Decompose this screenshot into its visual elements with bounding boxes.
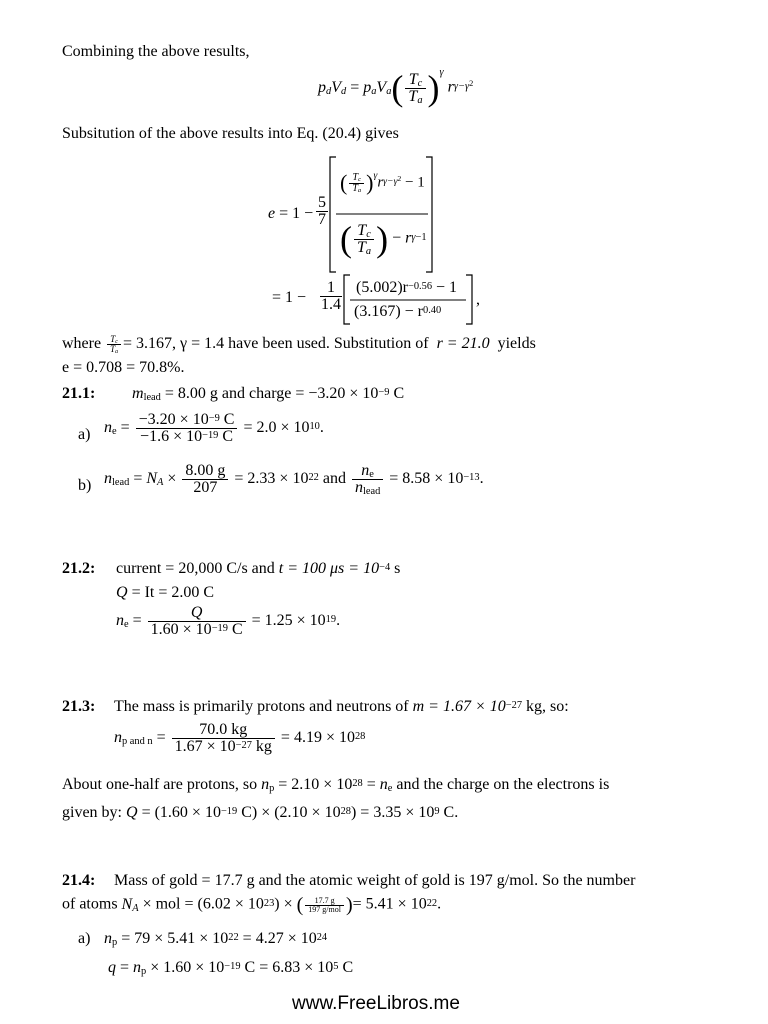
- problem-21-1-a-label: a): [78, 426, 91, 443]
- where-line: where $\frac{T_c}{T_a}$ = 3.167, γ = 1.4 have been used. Substitution of r = 21.0 yields: [62, 334, 536, 356]
- eq-e-prefix: e = 1 −: [268, 205, 314, 222]
- equation-pdvd: $p_dV_d = p_aV_a$( $\frac{T_c}{T_a}$ )$^\gamma$ $r^{\gamma-\gamma^2}$: [318, 67, 474, 108]
- eq-step2-numerator: $(5.002)r^{-0.56} - 1$: [356, 279, 458, 296]
- problem-21-3-half: About one-half are protons, so $n_p = 2.10 \times 10^{28} = n_e$ and the charge on the electrons is: [62, 776, 610, 795]
- combining-text: Combining the above results,: [62, 43, 250, 60]
- eq-inner-denominator: ( $\frac{T_c}{T_a}$ ) − $r^{\gamma-1}$: [340, 219, 427, 259]
- problem-21-2-given: current = 20,000 C/s and t = 100 $\mu s = 10^{-4}$ s: [116, 560, 401, 577]
- problem-label-21-2: 21.2:: [62, 560, 96, 577]
- eq-step2-coeff: 1 1.4: [321, 279, 341, 313]
- problem-21-3-charge: given by: $Q = (1.60 \times 10^{-19}$ $C) \times (2.10 \times 10^{28}) = 3.35 \times 10^9$ C.: [62, 804, 459, 821]
- eq-step2-comma: ,: [476, 291, 480, 308]
- problem-label-21-3: 21.3:: [62, 698, 96, 715]
- problem-21-1-b-eq: $n_{lead} = N_A$ × $\frac{8.00 g}{207}$ = $2.33 \times 10^{22}$ and $\frac{n_e}{n_{lead}}$ = $8.58 \times 10^{-13}$.: [104, 462, 484, 498]
- problem-21-3-text: The mass is primarily protons and neutrons of $m = 1.67 \times 10^{-27}$ kg, so:: [114, 698, 569, 715]
- problem-21-2-ne: $n_e$ = $\frac{Q}{1.60 \times 10^{-19} C}$ = $1.25 \times 10^{19}$.: [116, 604, 341, 638]
- problem-21-1-given: $m_{lead} = 8.00$ g and charge = $-3.20 \times 10^{-9}$ C: [132, 385, 405, 404]
- problem-21-4-a-np: $n_p = 79 \times 5.41 \times 10^{22} = 4.27 \times 10^{24}$: [104, 930, 328, 949]
- problem-21-4-q: $q = n_p \times 1.60 \times 10^{-19}$ $C = 6.83 \times 10^5$ C: [108, 959, 354, 978]
- problem-label-21-1: 21.1:: [62, 385, 96, 402]
- eq-step2-prefix: = 1 −: [272, 289, 307, 306]
- eq-step2-denominator: $(3.167) - r^{0.40}$: [354, 303, 442, 320]
- problem-label-21-4: 21.4:: [62, 872, 96, 889]
- problem-21-1-a-eq: $n_e$ = $\frac{-3.20 \times 10^{-9} C}{-1.6 \times 10^{-19} C}$ = $2.0 \times 10^{10}$.: [104, 411, 324, 445]
- problem-21-4-a-label: a): [78, 930, 91, 947]
- problem-21-4-atoms: of atoms $N_A$ × mol = $(6.02 \times 10^{23})$ × ( $\frac{17.7 g}{\text{197 g/mol}}$ )= $5.41 \times 10^{22}$.: [62, 894, 442, 916]
- problem-21-1-b-label: b): [78, 477, 92, 494]
- problem-21-3-eq: $n_{p and n}$ = $\frac{70.0 kg}{1.67 \times 10^{-27} kg}$ = $4.19 \times 10^{28}$: [114, 721, 366, 755]
- eq-inner-numerator: ( $\frac{T_c}{T_a}$ )$^\gamma r^{\gamma-\gamma^2} - 1$: [340, 169, 425, 195]
- problem-21-4-text: Mass of gold = 17.7 g and the atomic weight of gold is 197 g/mol. So the number: [114, 872, 636, 889]
- substitution-text: Subsitution of the above results into Eq. (20.4) gives: [62, 125, 399, 142]
- problem-21-2-q: Q = It = 2.00 C: [116, 584, 215, 601]
- eq-5-7: 5 7: [318, 194, 326, 228]
- footer-url: www.FreeLibros.me: [292, 993, 460, 1014]
- efficiency-result: e = 0.708 = 70.8%.: [62, 359, 185, 376]
